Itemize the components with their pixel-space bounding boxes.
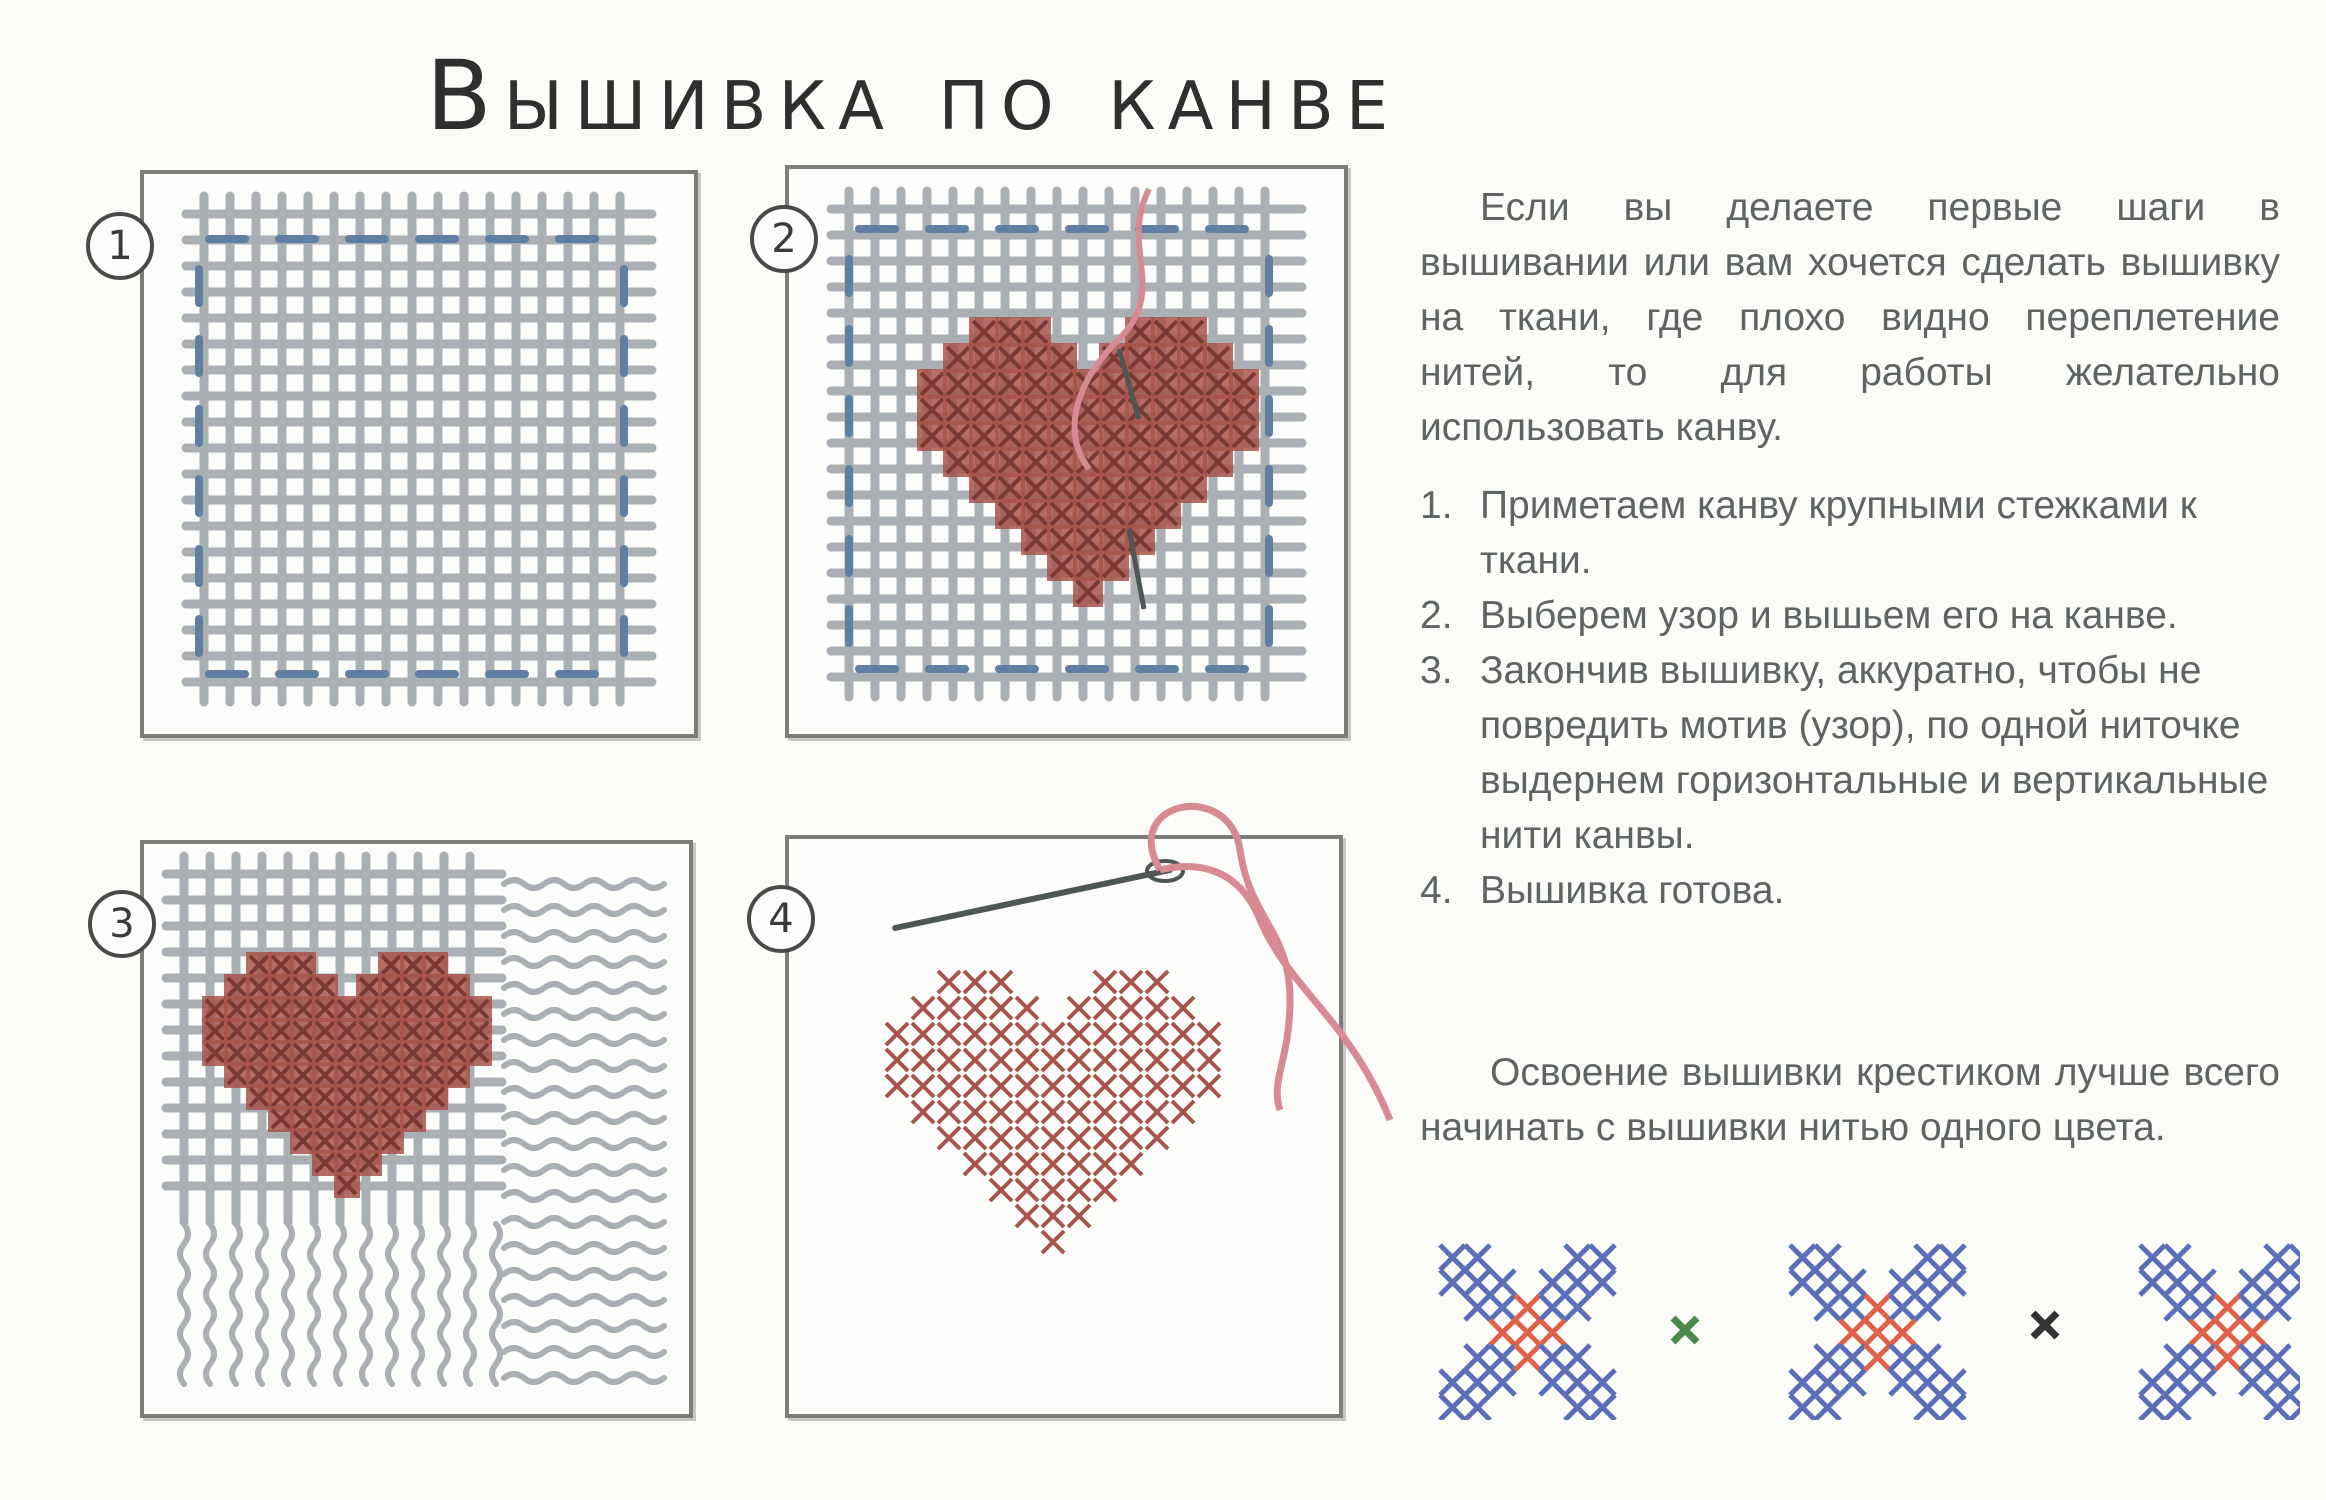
canvas-threads-pulled bbox=[144, 844, 689, 1414]
step-3-illustration bbox=[140, 840, 693, 1418]
finished-heart-embroidery bbox=[789, 839, 1339, 1414]
list-item bbox=[1420, 643, 2280, 863]
canvas-with-embroidery bbox=[789, 169, 1344, 734]
step-text: Приметаем канву крупными стежками к ткани. bbox=[1480, 484, 2197, 582]
step-4-number: 4 bbox=[768, 896, 794, 942]
step-3-number: 3 bbox=[109, 901, 135, 947]
list-item bbox=[1420, 588, 2280, 643]
step-text: Закончив вышивку, аккуратно, чтобы не повредить мотив (узор), по одной ниточке выдернем горизонтальные и вертикальные нити канвы. bbox=[1480, 649, 2269, 857]
step-3-badge bbox=[88, 890, 156, 958]
outro-paragraph: Освоение вышивки крестиком лучше всего начинать с вышивки нитью одного цвета. bbox=[1420, 1051, 2280, 1149]
step-2-illustration bbox=[785, 165, 1348, 738]
step-2-number: 2 bbox=[771, 216, 797, 262]
step-number: 4. bbox=[1420, 869, 1453, 912]
list-item bbox=[1420, 478, 2280, 588]
steps-list bbox=[1420, 478, 2280, 918]
step-4-illustration bbox=[785, 835, 1343, 1418]
step-text: Вышивка готова. bbox=[1480, 869, 1785, 912]
intro-paragraph: Если вы делаете первые шаги в вышивании или вам хочется сделать вышивку на ткани, где плохо видно переплетение нитей, то для работы желательно использовать канву. bbox=[1420, 186, 2280, 449]
step-1-badge bbox=[86, 212, 154, 280]
list-item bbox=[1420, 863, 2280, 918]
step-number: 1. bbox=[1420, 484, 1453, 527]
page-title: Вышивка по канве bbox=[425, 40, 1401, 152]
page-title-wrap bbox=[0, 40, 2326, 152]
cross-stitch-pattern-examples bbox=[1420, 1230, 2300, 1420]
step-text: Выберем узор и вышьем его на канве. bbox=[1480, 594, 2178, 637]
step-2-badge bbox=[750, 205, 818, 273]
step-1-number: 1 bbox=[107, 223, 133, 269]
step-4-badge bbox=[747, 885, 815, 953]
step-1-illustration bbox=[140, 170, 698, 738]
step-number: 2. bbox=[1420, 594, 1453, 637]
canvas-grid-basted bbox=[144, 174, 694, 734]
step-number: 3. bbox=[1420, 649, 1453, 692]
